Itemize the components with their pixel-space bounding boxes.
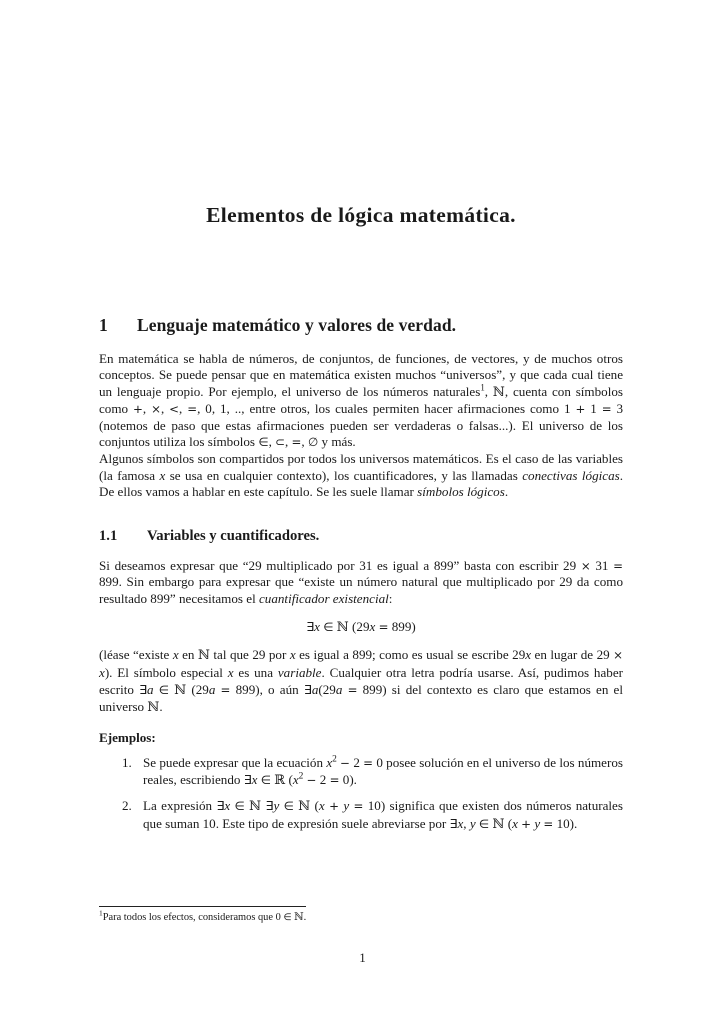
- subsection-heading-1-1: [99, 501, 623, 545]
- examples-list: [99, 746, 623, 833]
- list-item-text: Se puede expresar que la ecuación $x^2 - 2 = 0$ posee solución en el universo de los números reales, escribiendo ∃x ∈ ℝ $(x^2 - 2 = 0)$.: [143, 754, 623, 788]
- footnote-area: [99, 906, 623, 924]
- list-item-marker: 1.: [122, 755, 132, 771]
- document-title: Elementos de lógica matemática.: [206, 203, 516, 227]
- list-item-marker: 2.: [122, 798, 132, 814]
- subsection-paragraph-1: Si deseamos expresar que “29 multiplicado por 31 es igual a 899” basta con escribir 29 × 31 = 899. Sin embargo para expresar que “existe un número natural que multiplicado por 29 da como resultado 899” necesitamos el cuantificador existencial:: [99, 557, 623, 606]
- subsection-number: 1.1: [99, 527, 118, 544]
- section-title: Lenguaje matemático y valores de verdad.: [137, 314, 457, 335]
- list-item: [99, 755, 623, 789]
- section-heading-1: [99, 229, 623, 337]
- section-paragraph-1: En matemática se habla de números, de conjuntos, de funciones, de vectores, y de muchos otros conceptos. Se puede pensar que en matemática existen muchos “universos”, y que cada cual tiene un lenguaje propio. Por ejemplo, el universo de los números naturales$^1$, ℕ, cuenta con símbolos como +, ×, <, =, 0, 1, .., entre otros, los cuales permiten hacer afirmaciones como 1 + 1 = 3 (notemos de paso que estas afirmaciones pueden ser verdaderas o falsas...). El universo de los conjuntos utiliza los símbolos ∈, ⊂, =, ∅ y más.: [99, 350, 624, 450]
- section-number: 1: [99, 314, 108, 335]
- footnote-marker: 1: [99, 908, 103, 918]
- display-formula-exists: ∃x ∈ ℕ (29x = 899): [306, 619, 416, 636]
- list-item: [99, 798, 623, 833]
- footnote-divider: [99, 906, 306, 907]
- footnote-text: $^1$Para todos los efectos, consideramos que 0 ∈ ℕ.: [99, 908, 307, 923]
- section-paragraph-2: Algunos símbolos son compartidos por todos los universos matemáticos. Es el caso de las variables (la famosa x se usa en cualquier contexto), los cuantificadores, y las llamadas conectivas lógicas. De ellos vamos a hablar en este capítulo. Se les suele llamar símbolos lógicos.: [99, 450, 624, 500]
- page-content: [99, 0, 623, 834]
- page-number: 1: [359, 950, 366, 965]
- subsection-paragraph-2: (léase “existe x en ℕ tal que 29 por x es igual a 899; como es usual se escribe 29x en lugar de 29 × x). El símbolo especial x es una variable. Cualquier otra letra podría usarse. Así, pudimos haber escrito ∃a ∈ ℕ (29a = 899), o aún ∃a(29a = 899) si del contexto es claro que estamos en el universo ℕ.: [99, 647, 624, 716]
- examples-label: Ejemplos:: [99, 729, 156, 745]
- subsection-title: Variables y cuantificadores.: [147, 527, 320, 544]
- list-item-text: La expresión ∃x ∈ ℕ ∃y ∈ ℕ (x + y = 10) significa que existen dos números naturales que suman 10. Este tipo de expresión suele abreviarse por ∃x, y ∈ ℕ (x + y = 10).: [143, 798, 623, 832]
